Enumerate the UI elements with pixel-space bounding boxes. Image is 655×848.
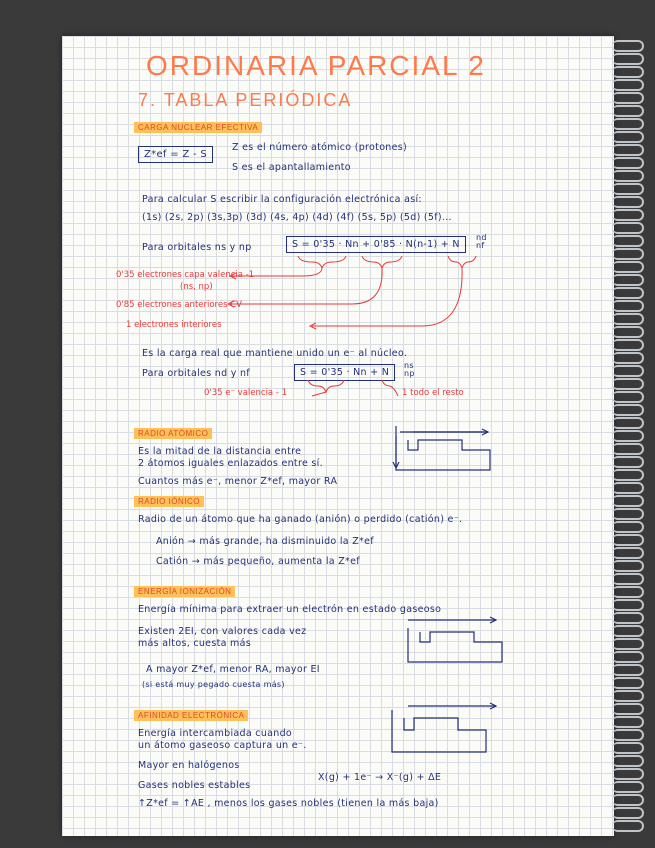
note-1-resto: 1 todo el resto [402, 388, 464, 398]
spiral-ring [612, 352, 644, 364]
spiral-ring [612, 586, 644, 598]
spiral-ring [612, 729, 644, 741]
afinidad-line3: Mayor en halógenos [138, 760, 240, 771]
section-title: 7. TABLA PERIÓDICA [138, 90, 353, 110]
spiral-ring [612, 820, 644, 832]
calc-intro: Para calcular S escribir la configuración electrónica así: [142, 194, 422, 205]
ns-np-side-note: nd nf [476, 233, 487, 250]
ionico-line1: Radio de un átomo que ha ganado (anión) o perdido (catión) e⁻. [138, 514, 463, 525]
spiral-ring [612, 469, 644, 481]
zef-formula: Z*ef = Z - S [138, 146, 213, 163]
spiral-ring [612, 92, 644, 104]
spiral-ring [612, 183, 644, 195]
spiral-ring [612, 118, 644, 130]
spiral-ring [612, 339, 644, 351]
heading-radio: RADIO ATÓMICO [134, 428, 212, 439]
afinidad-line5: ↑Z*ef = ↑AE , menos los gases nobles (tienen la más baja) [138, 798, 439, 809]
note-1-interiores: 1 electrones interiores [126, 320, 222, 330]
arrow-035 [232, 268, 322, 276]
spiral-ring [612, 365, 644, 377]
spiral-ring [612, 690, 644, 702]
page-title: ORDINARIA PARCIAL 2 [146, 50, 486, 81]
spiral-ring [612, 742, 644, 754]
spiral-ring [612, 391, 644, 403]
afinidad-line4: Gases nobles estables [138, 780, 251, 791]
arrow-085 [230, 268, 382, 304]
z-definition: Z es el número atómico (protones) [232, 142, 408, 153]
spiral-ring [612, 235, 644, 247]
carga-definition: Es la carga real que mantiene unido un e⁻ al núcleo. [142, 348, 408, 359]
brace-nn [298, 256, 346, 268]
heading-ionizacion: ENERGÍA IONIZACIÓN [134, 586, 235, 597]
ionizacion-line5: (si está muy pegado cuesta más) [142, 680, 285, 689]
spiral-ring [612, 703, 644, 715]
spiral-ring [612, 508, 644, 520]
spiral-ring [612, 651, 644, 663]
radio-line1: Es la mitad de la distancia entre [138, 446, 302, 457]
spiral-ring [612, 495, 644, 507]
afinidad-equation: X(g) + 1e⁻ → X⁻(g) + ΔE [318, 772, 442, 783]
spiral-ring [612, 53, 644, 65]
ionizacion-line1: Energía mínima para extraer un electrón en estado gaseoso [138, 604, 442, 615]
spiral-ring [612, 261, 644, 273]
spiral-ring [612, 768, 644, 780]
ionico-cation: Catión → más pequeño, aumenta la Z*ef [156, 556, 360, 567]
nd-nf-label: Para orbitales nd y nf [142, 368, 250, 379]
spiral-ring [612, 300, 644, 312]
spiral-ring [612, 612, 644, 624]
ns-np-label: Para orbitales ns y np [142, 242, 252, 253]
spiral-ring [612, 521, 644, 533]
spiral-ring [612, 677, 644, 689]
spiral-ring [612, 196, 644, 208]
spiral-ring [612, 248, 644, 260]
spiral-ring [612, 573, 644, 585]
spiral-ring [612, 560, 644, 572]
spiral-ring [612, 625, 644, 637]
ionizacion-line2: Existen 2EI, con valores cada vez [138, 626, 307, 637]
ionizacion-line4: A mayor Z*ef, menor RA, mayor EI [146, 664, 320, 675]
heading-carga: CARGA NUCLEAR EFECTIVA [134, 122, 262, 133]
spiral-ring [612, 430, 644, 442]
spiral-ring [612, 274, 644, 286]
spiral-ring [612, 170, 644, 182]
electron-config: (1s) (2s, 2p) (3s,3p) (3d) (4s, 4p) (4d) (4f) (5s, 5p) (5d) (5f)... [142, 212, 452, 223]
spiral-ring [612, 443, 644, 455]
notebook-spiral [612, 40, 652, 840]
spiral-ring [612, 157, 644, 169]
spiral-ring [612, 326, 644, 338]
spiral-ring [612, 66, 644, 78]
afinidad-line1: Energía intercambiada cuando [138, 728, 293, 739]
nd-nf-side-note: ns np [404, 361, 415, 378]
spiral-ring [612, 807, 644, 819]
spiral-ring [612, 417, 644, 429]
radio-line3: Cuantos más e⁻, menor Z*ef, mayor RA [138, 476, 338, 487]
note-035-nd: 0'35 e⁻ valencia - 1 [204, 388, 288, 398]
spiral-ring [612, 144, 644, 156]
heading-ionico: RADIO IÓNICO [134, 496, 204, 507]
spiral-ring [612, 716, 644, 728]
note-ns-np: (ns, np) [180, 282, 213, 292]
spiral-ring [612, 222, 644, 234]
spiral-ring [612, 664, 644, 676]
afinidad-line2: un átomo gaseoso captura un e⁻. [138, 740, 307, 751]
spiral-ring [612, 547, 644, 559]
spiral-ring [612, 79, 644, 91]
spiral-ring [612, 378, 644, 390]
spiral-ring [612, 781, 644, 793]
spiral-ring [612, 131, 644, 143]
spiral-ring [612, 794, 644, 806]
ionizacion-line3: más altos, cuesta más [138, 638, 251, 649]
s-definition: S es el apantallamiento [232, 162, 351, 173]
spiral-ring [612, 287, 644, 299]
spiral-ring [612, 482, 644, 494]
spiral-ring [612, 404, 644, 416]
notebook-page [62, 36, 614, 836]
ionico-anion: Anión → más grande, ha disminuido la Z*ef [156, 536, 374, 547]
brace-n [448, 256, 476, 268]
spiral-ring [612, 105, 644, 117]
ns-np-formula: S = 0'35 · Nn + 0'85 · N(n-1) + N [286, 236, 466, 253]
spiral-ring [612, 40, 644, 52]
spiral-ring [612, 534, 644, 546]
nd-nf-formula: S = 0'35 · Nn + N [294, 364, 395, 381]
spiral-ring [612, 599, 644, 611]
brace-nn1 [362, 256, 402, 268]
spiral-ring [612, 755, 644, 767]
hand-drawings [62, 36, 614, 836]
radio-line2: 2 átomos iguales enlazados entre sí. [138, 458, 323, 469]
spiral-ring [612, 456, 644, 468]
spiral-ring [612, 638, 644, 650]
heading-afinidad: AFINIDAD ELECTRÓNICA [134, 710, 248, 721]
spiral-ring [612, 313, 644, 325]
arrow-1 [312, 268, 462, 326]
note-035-valencia: 0'35 electrones capa valencia -1 [116, 270, 255, 280]
spiral-ring [612, 209, 644, 221]
note-085-anteriores: 0'85 electrones anteriores CV [116, 300, 242, 310]
